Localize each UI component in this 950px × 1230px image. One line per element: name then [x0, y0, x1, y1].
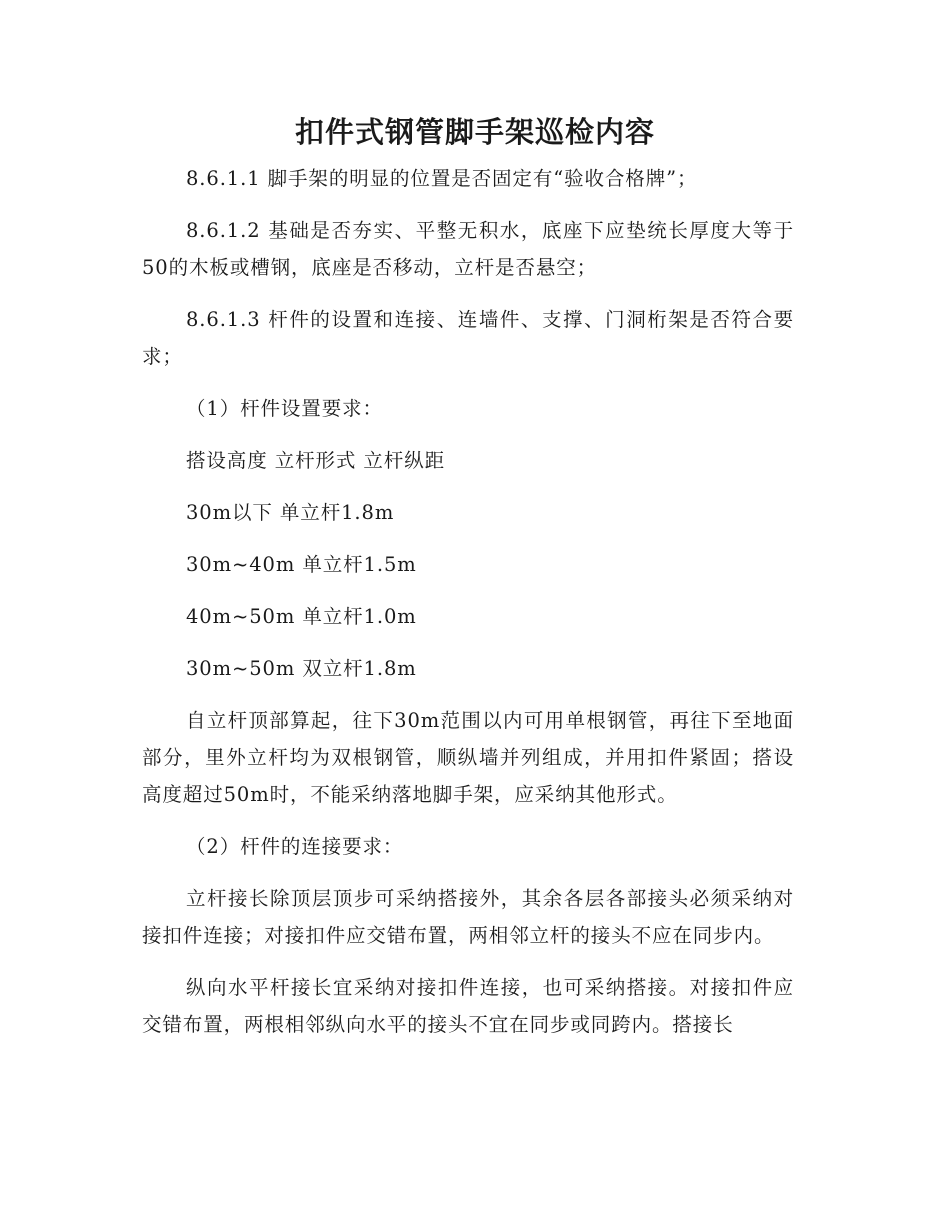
table-row: 40m~50m 单立杆1.0m — [186, 605, 417, 628]
subheading-pole-settings: （1）杆件设置要求： — [186, 397, 383, 420]
paragraph-8-6-1-1: 8.6.1.1 脚手架的明显的位置是否固定有“验收合格牌”； — [186, 167, 698, 190]
table-row: 30m以下 单立杆1.8m — [186, 501, 395, 524]
paragraph-pole-top: 自立杆顶部算起，往下30m范围以内可用单根钢管，再往下至地面部分，里外立杆均为双根钢管，顺纵墙并列组成，并用扣件紧固；搭设高度超过50m时，不能采纳落地脚手架，应采纳其他形式。 — [142, 709, 794, 806]
table-header-line: 搭设高度 立杆形式 立杆纵距 — [186, 449, 445, 472]
document-body — [142, 160, 794, 1058]
table-row: 30m~40m 单立杆1.5m — [186, 553, 417, 576]
paragraph-8-6-1-2: 8.6.1.2 基础是否夯实、平整无积水，底座下应垫统长厚度大等于50的木板或槽钢，底座是否移动，立杆是否悬空； — [142, 219, 794, 279]
paragraph-8-6-1-3: 8.6.1.3 杆件的设置和连接、连墙件、支撑、门洞桁架是否符合要求； — [142, 308, 794, 368]
table-row: 30m~50m 双立杆1.8m — [186, 657, 417, 680]
paragraph-vertical-pole-joint: 立杆接长除顶层顶步可采纳搭接外，其余各层各部接头必须采纳对接扣件连接；对接扣件应交错布置，两相邻立杆的接头不应在同步内。 — [142, 887, 794, 947]
subheading-pole-connection: （2）杆件的连接要求： — [186, 835, 404, 858]
page-title: 扣件式钢管脚手架巡检内容 — [294, 115, 655, 149]
paragraph-horizontal-bar-joint: 纵向水平杆接长宜采纳对接扣件连接，也可采纳搭接。对接扣件应交错布置，两根相邻纵向水平的接头不宜在同步或同跨内。搭接长 — [142, 976, 794, 1036]
